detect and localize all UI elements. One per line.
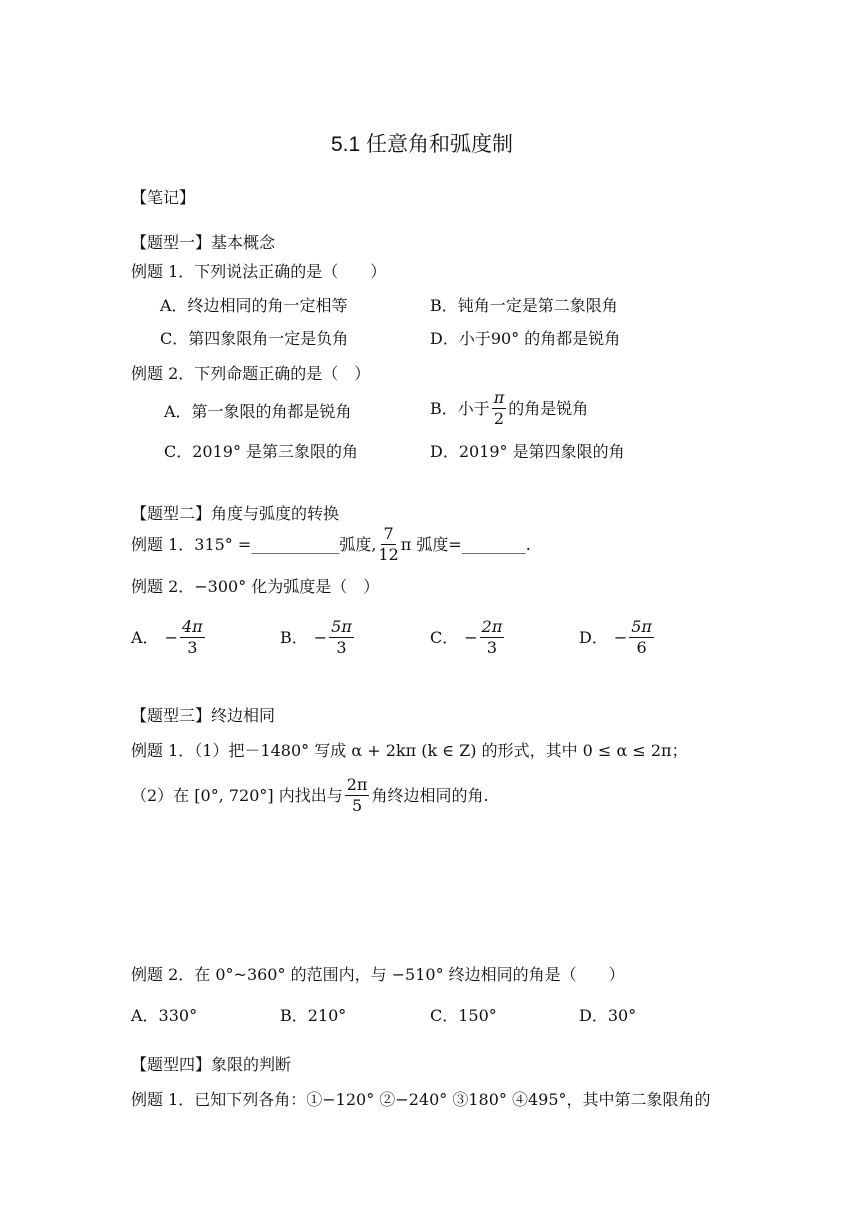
s2-option-b — [280, 619, 356, 656]
fraction — [629, 619, 654, 656]
fraction-numerator: π — [493, 388, 505, 407]
s1-ex2-option-c: C．2019° 是第三象限的角 — [164, 442, 359, 461]
s2-ex1-end: . — [525, 534, 531, 554]
fraction — [492, 390, 507, 427]
answer-blank: ________ — [461, 534, 526, 554]
option-sign: − — [313, 627, 328, 647]
s2-ex1-post: π 弧度= — [400, 534, 462, 554]
s3-ex2-option-a: A．330° — [131, 1006, 198, 1025]
fraction — [345, 777, 370, 814]
s3-ex2-stem: 例题 2．在 0°~360° 的范围内，与 −510° 终边相同的角是（ ） — [131, 965, 625, 984]
s3-ex1-line2 — [131, 777, 489, 814]
s2-option-d — [579, 619, 656, 656]
fraction — [329, 619, 354, 656]
fraction-numerator: 5π — [331, 617, 352, 636]
section1-header: 【题型一】基本概念 — [131, 233, 276, 252]
fraction-denominator: 2 — [493, 409, 505, 428]
s1-ex1-option-a: A．终边相同的角一定相等 — [160, 296, 348, 315]
option-label: C． — [430, 627, 459, 647]
fraction-numerator: 2π — [481, 617, 503, 636]
fraction — [378, 526, 398, 563]
option-label: B． — [280, 627, 308, 647]
s1-ex2-option-a: A．第一象限的角都是锐角 — [164, 402, 352, 421]
option-label: A． — [131, 627, 159, 647]
s1-ex2-option-b — [430, 390, 588, 427]
fraction-denominator: 3 — [187, 638, 198, 657]
option-sign: − — [613, 627, 628, 647]
s3-ex1-line1: 例题 1．（1）把－1480° 写成 α + 2kπ (k ∈ Z) 的形式，其中 0 ≤ α ≤ 2π； — [131, 741, 688, 760]
s2-ex1-mid: 弧度, — [339, 534, 377, 554]
s3-ex2-option-d: D．30° — [579, 1006, 637, 1025]
option-sign: − — [164, 627, 178, 647]
fraction-denominator: 3 — [486, 638, 498, 657]
fraction-numerator: 5π — [631, 617, 652, 636]
option-sign: − — [464, 627, 478, 647]
fraction-numerator: 7 — [383, 524, 394, 543]
s3-ex2-option-b: B．210° — [280, 1006, 347, 1025]
option-label: D． — [579, 627, 608, 647]
s3-ex1-line2-pre: （2）在 [0°, 720°] 内找出与 — [131, 785, 343, 805]
s2-ex1-pre: 例题 1．315° = — [131, 534, 252, 554]
s3-ex2-option-c: C．150° — [430, 1006, 497, 1025]
s1-ex1-stem: 例题 1．下列说法正确的是（ ） — [131, 262, 387, 281]
fraction — [180, 619, 205, 656]
fraction — [480, 619, 505, 656]
s1-ex2-option-d: D．2019° 是第四象限的角 — [430, 442, 625, 461]
answer-blank: ___________ — [251, 534, 340, 554]
section3-header: 【题型三】终边相同 — [131, 706, 276, 725]
fraction-numerator: 4π — [181, 617, 203, 636]
s2-ex2-stem: 例题 2．−300° 化为弧度是（ ） — [131, 577, 380, 596]
s1-ex1-option-b: B．钝角一定是第二象限角 — [430, 296, 618, 315]
s1-ex2-option-b-post: 的角是锐角 — [508, 398, 589, 418]
s2-ex1-line — [131, 526, 531, 563]
s4-ex1-stem: 例题 1．已知下列各角：①−120° ②−240° ③180° ④495°，其中第二象限角的 — [131, 1090, 711, 1109]
fraction-denominator: 3 — [336, 638, 347, 657]
s1-ex2-stem: 例题 2．下列命题正确的是（ ） — [131, 364, 371, 383]
fraction-denominator: 5 — [351, 796, 363, 815]
fraction-numerator: 2π — [346, 775, 368, 794]
s1-ex1-option-d: D．小于90° 的角都是锐角 — [430, 329, 621, 348]
page-title: 5.1 任意角和弧度制 — [331, 133, 514, 156]
fraction-denominator: 6 — [636, 638, 647, 657]
section2-header: 【题型二】角度与弧度的转换 — [131, 504, 340, 523]
s1-ex1-option-c: C．第四象限角一定是负角 — [160, 329, 349, 348]
s2-option-c — [430, 619, 506, 656]
fraction-denominator: 12 — [378, 545, 399, 564]
section4-header: 【题型四】象限的判断 — [131, 1055, 292, 1074]
notes-header: 【笔记】 — [131, 188, 196, 207]
s1-ex2-option-b-pre: B．小于 — [430, 398, 490, 418]
s3-ex1-line2-post: 角终边相同的角. — [371, 785, 489, 805]
s2-option-a — [131, 619, 207, 656]
